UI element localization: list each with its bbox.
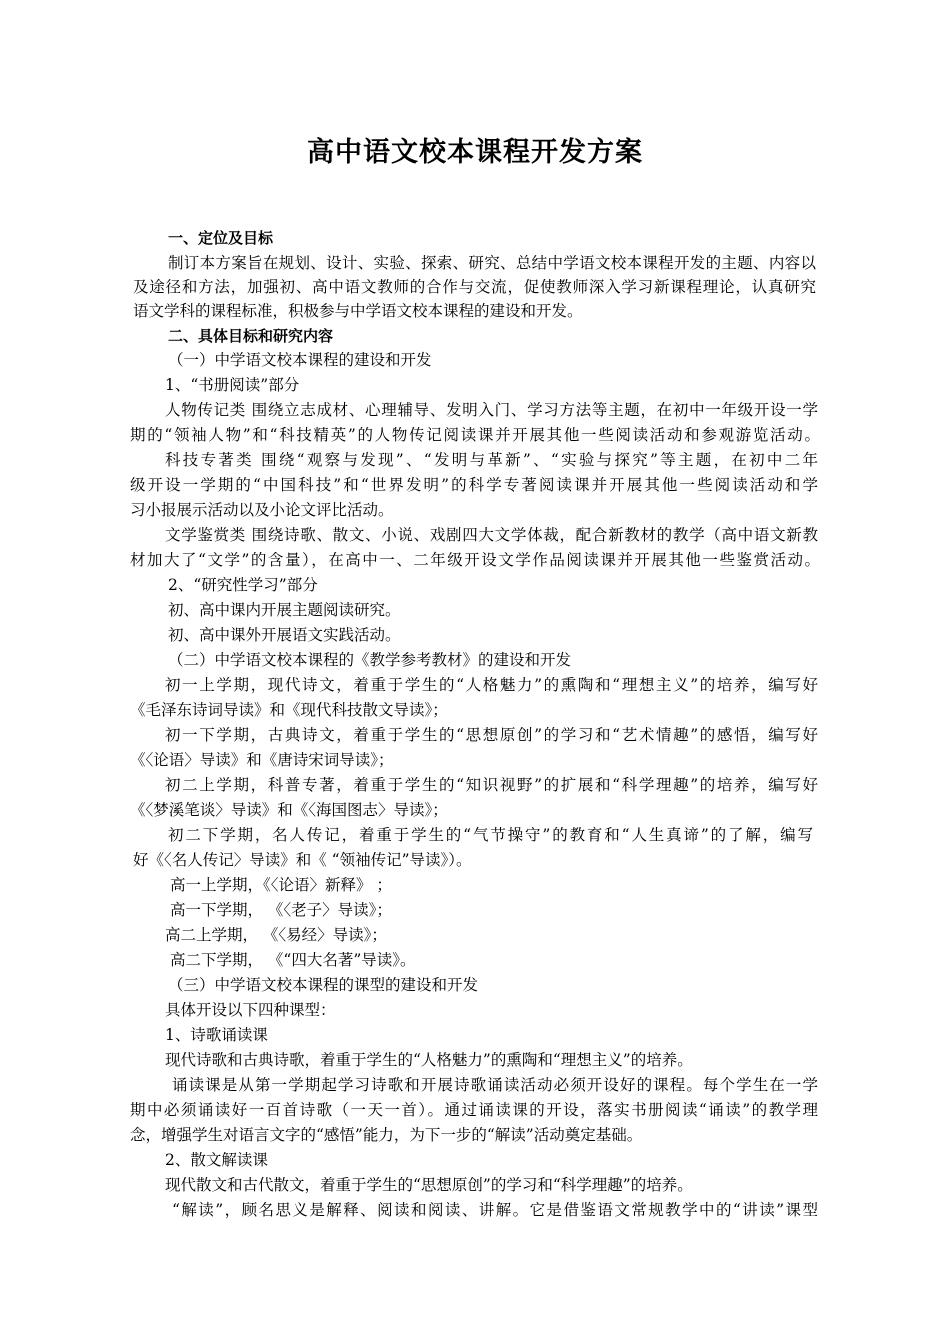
paragraph-line: 初一上学期，现代诗文，着重于学生的“人格魅力”的熏陶和“理想主义”的培养，编写好 xyxy=(165,676,818,694)
paragraph-line: 科技专著类 围绕“观察与发现”、“发明与革新”、“实验与探究”等主题，在初中二年 xyxy=(165,451,818,469)
paragraph-line: 具体开设以下四种课型： xyxy=(165,1001,336,1019)
subsection-heading: （一）中学语文校本课程的建设和开发 xyxy=(168,351,432,369)
paragraph-line: 现代散文和古代散文，着重于学生的“思想原创”的学习和“科学理趣”的培养。 xyxy=(165,1176,693,1194)
paragraph-line: 初、高中课内开展主题阅读研究。 xyxy=(168,601,401,619)
paragraph-line: 初一下学期，古典诗文，着重于学生的“思想原创”的学习和“艺术情趣”的感悟，编写好 xyxy=(165,726,818,744)
paragraph-line: 初二下学期，名人传记，着重于学生的“气节操守”的教育和“人生真谛”的了解，编写 xyxy=(168,826,813,844)
paragraph-line: 制订本方案旨在规划、设计、实验、探索、研究、总结中学语文校本课程开发的主题、内容以 xyxy=(168,254,816,272)
paragraph-line: 高一上学期，《〈论语〉新释》 ； xyxy=(170,876,392,894)
paragraph-line: 念，增强学生对语言文字的“感悟”能力，为下一步的“解读”活动奠定基础。 xyxy=(130,1126,643,1144)
paragraph-line: 现代诗歌和古典诗歌，着重于学生的“人格魅力”的熏陶和“理想主义”的培养。 xyxy=(165,1051,693,1069)
section-heading-1: 一、定位及目标 xyxy=(168,229,274,247)
paragraph-line: 高二上学期， 《〈易经〉导读》； xyxy=(165,926,387,944)
paragraph-line: 期中必须诵读好一百首诗歌（一天一首）。通过诵读课的开设，落实书册阅读“诵读”的教学理 xyxy=(130,1101,818,1119)
paragraph-line: 初、高中课外开展语文实践活动。 xyxy=(168,626,401,644)
subsection-heading: （三）中学语文校本课程的课型的建设和开发 xyxy=(168,976,479,994)
paragraph-line: 《〈论语〉导读》和《唐诗宋词导读》； xyxy=(130,751,394,769)
paragraph-line: 诵读课是从第一学期起学习诗歌和开展诗歌诵读活动必须开设好的课程。每个学生在一学 xyxy=(172,1076,818,1094)
paragraph-line: 好《〈名人传记〉导读》和《 “领袖传记”导读》）。 xyxy=(133,851,472,869)
paragraph-line: 《〈梦溪笔谈〉导读》和《〈海国图志〉导读》； xyxy=(130,801,448,819)
paragraph-line: 人物传记类 围绕立志成材、心理辅导、发明入门、学习方法等主题，在初中一年级开设一学 xyxy=(165,401,818,419)
item-heading: 2、散文解读课 xyxy=(165,1151,268,1169)
paragraph-line: 高一下学期， 《〈老子〉导读》； xyxy=(170,901,392,919)
paragraph-line: 高二下学期， 《“四大名著”导读》。 xyxy=(170,951,416,969)
item-heading: 2、“研究性学习”部分 xyxy=(168,576,318,594)
paragraph-line: “解读”，顾名思义是解释、阅读和阅读、讲解。它是借鉴语文常规教学中的“讲读”课型 xyxy=(172,1201,818,1219)
paragraph-line: 初二上学期，科普专著，着重于学生的“知识视野”的扩展和“科学理趣”的培养，编写好 xyxy=(165,776,818,794)
paragraph-line: 期的“领袖人物”和“科技精英”的人物传记阅读课并开展其他一些阅读活动和参观游览活动。 xyxy=(130,426,820,444)
paragraph-line: 习小报展示活动以及小论文评比活动。 xyxy=(130,501,394,519)
section-heading-2: 二、具体目标和研究内容 xyxy=(168,327,334,345)
paragraph-line: 《毛泽东诗词导读》和《现代科技散文导读》； xyxy=(130,701,448,719)
item-heading: 1、诗歌诵读课 xyxy=(165,1026,268,1044)
paragraph-line: 语文学科的课程标准，积极参与中学语文校本课程的建设和开发。 xyxy=(133,302,583,320)
paragraph-line: 材加大了“文学”的含量），在高中一、二年级开设文学作品阅读课并开展其他一些鉴赏活动。 xyxy=(130,551,820,569)
paragraph-line: 文学鉴赏类 围绕诗歌、散文、小说、戏剧四大文学体裁，配合新教材的教学（高中语文新教 xyxy=(165,526,818,544)
paragraph-line: 及途径和方法，加强初、高中语文教师的合作与交流，促使教师深入学习新课程理论，认真研究 xyxy=(133,278,816,296)
document-title: 高中语文校本课程开发方案 xyxy=(307,137,643,168)
item-heading: 1、“书册阅读”部分 xyxy=(165,376,300,394)
paragraph-line: 级开设一学期的“中国科技”和“世界发明”的科学专著阅读课并开展其他一些阅读活动和学 xyxy=(130,476,818,494)
subsection-heading: （二）中学语文校本课程的《教学参考教材》的建设和开发 xyxy=(168,651,572,669)
